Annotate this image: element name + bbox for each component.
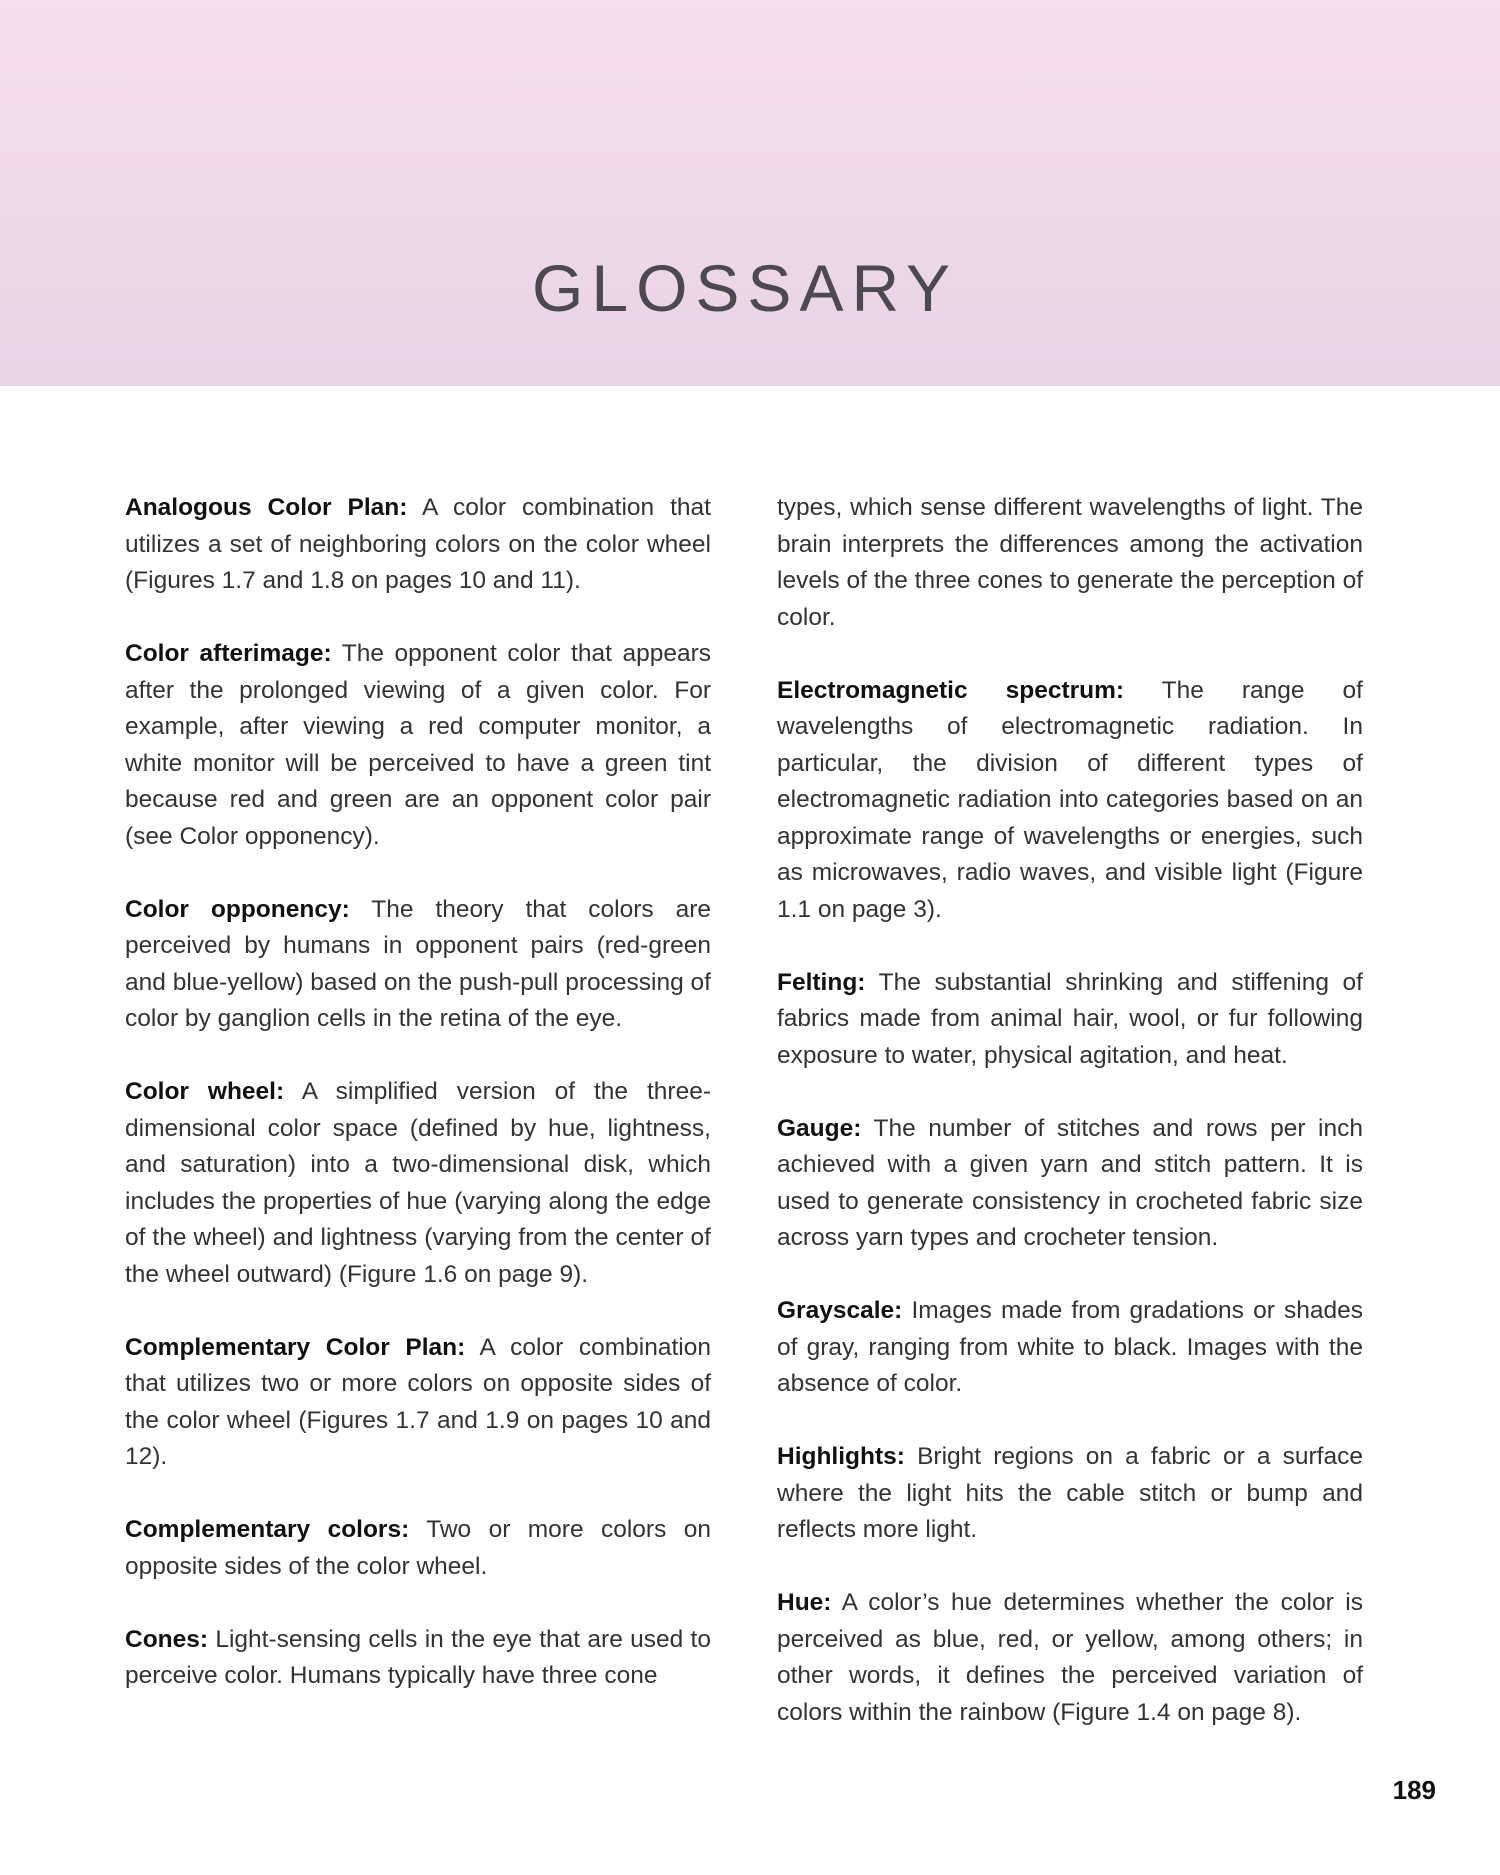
glossary-term: Color wheel: [125, 1078, 285, 1105]
glossary-entry [125, 892, 711, 1038]
glossary-definition: The number of stitches and rows per inch achieved with a given yarn and stitch pattern. It is used to generate consistency in crocheted fabric size across yarn types and crocheter tension. [777, 1114, 1363, 1251]
glossary-entry [125, 490, 711, 600]
glossary-term: Grayscale: [777, 1297, 903, 1324]
glossary-definition: The substantial shrinking and stiffening of fabrics made from animal hair, wool, or fur following exposure to water, physical agitation, and heat. [777, 968, 1363, 1069]
header-band [0, 0, 1500, 386]
glossary-entry [777, 1439, 1363, 1549]
glossary-column-right [777, 490, 1363, 1731]
glossary-entry [125, 1074, 711, 1293]
glossary-term: Color afterimage: [125, 640, 332, 667]
glossary-definition: Light-sensing cells in the eye that are used to perceive color. Humans typically have three cone [125, 1625, 711, 1689]
glossary-term: Gauge: [777, 1114, 862, 1142]
glossary-definition: Bright regions on a fabric or a surface where the light hits the cable stitch or bump and reflects more light. [777, 1443, 1363, 1543]
glossary-entry-continued [777, 490, 1363, 636]
glossary-entry [125, 636, 711, 855]
glossary-entry [777, 1585, 1363, 1731]
glossary-definition: A color combination that utilizes two or more colors on opposite sides of the color wheel (Figures 1.7 and 1.9 on pages 10 and 12). [125, 1333, 711, 1470]
glossary-entry [777, 1111, 1363, 1257]
glossary-definition: types, which sense different wavelengths of light. The brain interprets the differences among the activation levels of the three cones to generate the perception of color. [777, 494, 1363, 631]
page-number: 189 [1392, 1775, 1436, 1805]
glossary-entry [125, 1330, 711, 1476]
glossary-term: Complementary Color Plan: [125, 1333, 466, 1361]
glossary-term: Cones: [125, 1625, 209, 1653]
glossary-term: Hue: [777, 1589, 832, 1616]
glossary-definition: A color’s hue determines whether the color is perceived as blue, red, or yellow, among others; in other words, it defines the perceived variation of colors within the rainbow (Figure 1.4 on page 8). [777, 1589, 1363, 1726]
glossary-column-left [125, 490, 711, 1695]
glossary-term: Analogous Color Plan: [125, 494, 408, 521]
glossary-term: Felting: [777, 968, 866, 996]
glossary-term: Highlights: [777, 1443, 905, 1470]
glossary-term: Electromagnetic spectrum: [777, 676, 1125, 704]
glossary-entry [777, 965, 1363, 1075]
glossary-entry [125, 1622, 711, 1695]
page-title: GLOSSARY [532, 251, 958, 325]
glossary-entry [125, 1512, 711, 1585]
glossary-entry [777, 673, 1363, 929]
glossary-definition: Images made from gradations or shades of gray, ranging from white to black. Images with the absence of color. [777, 1297, 1363, 1397]
glossary-entry [777, 1293, 1363, 1403]
glossary-term: Complementary colors: [125, 1516, 410, 1543]
glossary-definition: A color combination that utilizes a set of neighboring colors on the color wheel (Figures 1.7 and 1.8 on pages 10 and 11). [125, 494, 711, 594]
glossary-definition: The theory that colors are perceived by humans in opponent pairs (red-green and blue-yellow) based on the push-pull processing of color by ganglion cells in the retina of the eye. [125, 895, 711, 1032]
glossary-definition: The range of wavelengths of electromagnetic radiation. In particular, the division of different types of electromagnetic radiation into categories based on an approximate range of wavelengths or energies, such as microwaves, radio waves, and visible light (Figure 1.1 on page 3). [777, 676, 1363, 923]
glossary-definition: Two or more colors on opposite sides of the color wheel. [125, 1516, 712, 1580]
glossary-term: Color opponency: [125, 895, 350, 923]
glossary-definition: A simplified version of the three-dimensional color space (defined by hue, lightness, and saturation) into a two-dimensional disk, which includes the properties of hue (varying along the edge of the wheel) and lightness (varying from the center of the wheel outward) (Figure 1.6 on page 9). [125, 1078, 711, 1288]
glossary-definition: The opponent color that appears after the prolonged viewing of a given color. For example, after viewing a red computer monitor, a white monitor will be perceived to have a green tint because red and green are an opponent color pair (see Color opponency). [125, 640, 711, 850]
